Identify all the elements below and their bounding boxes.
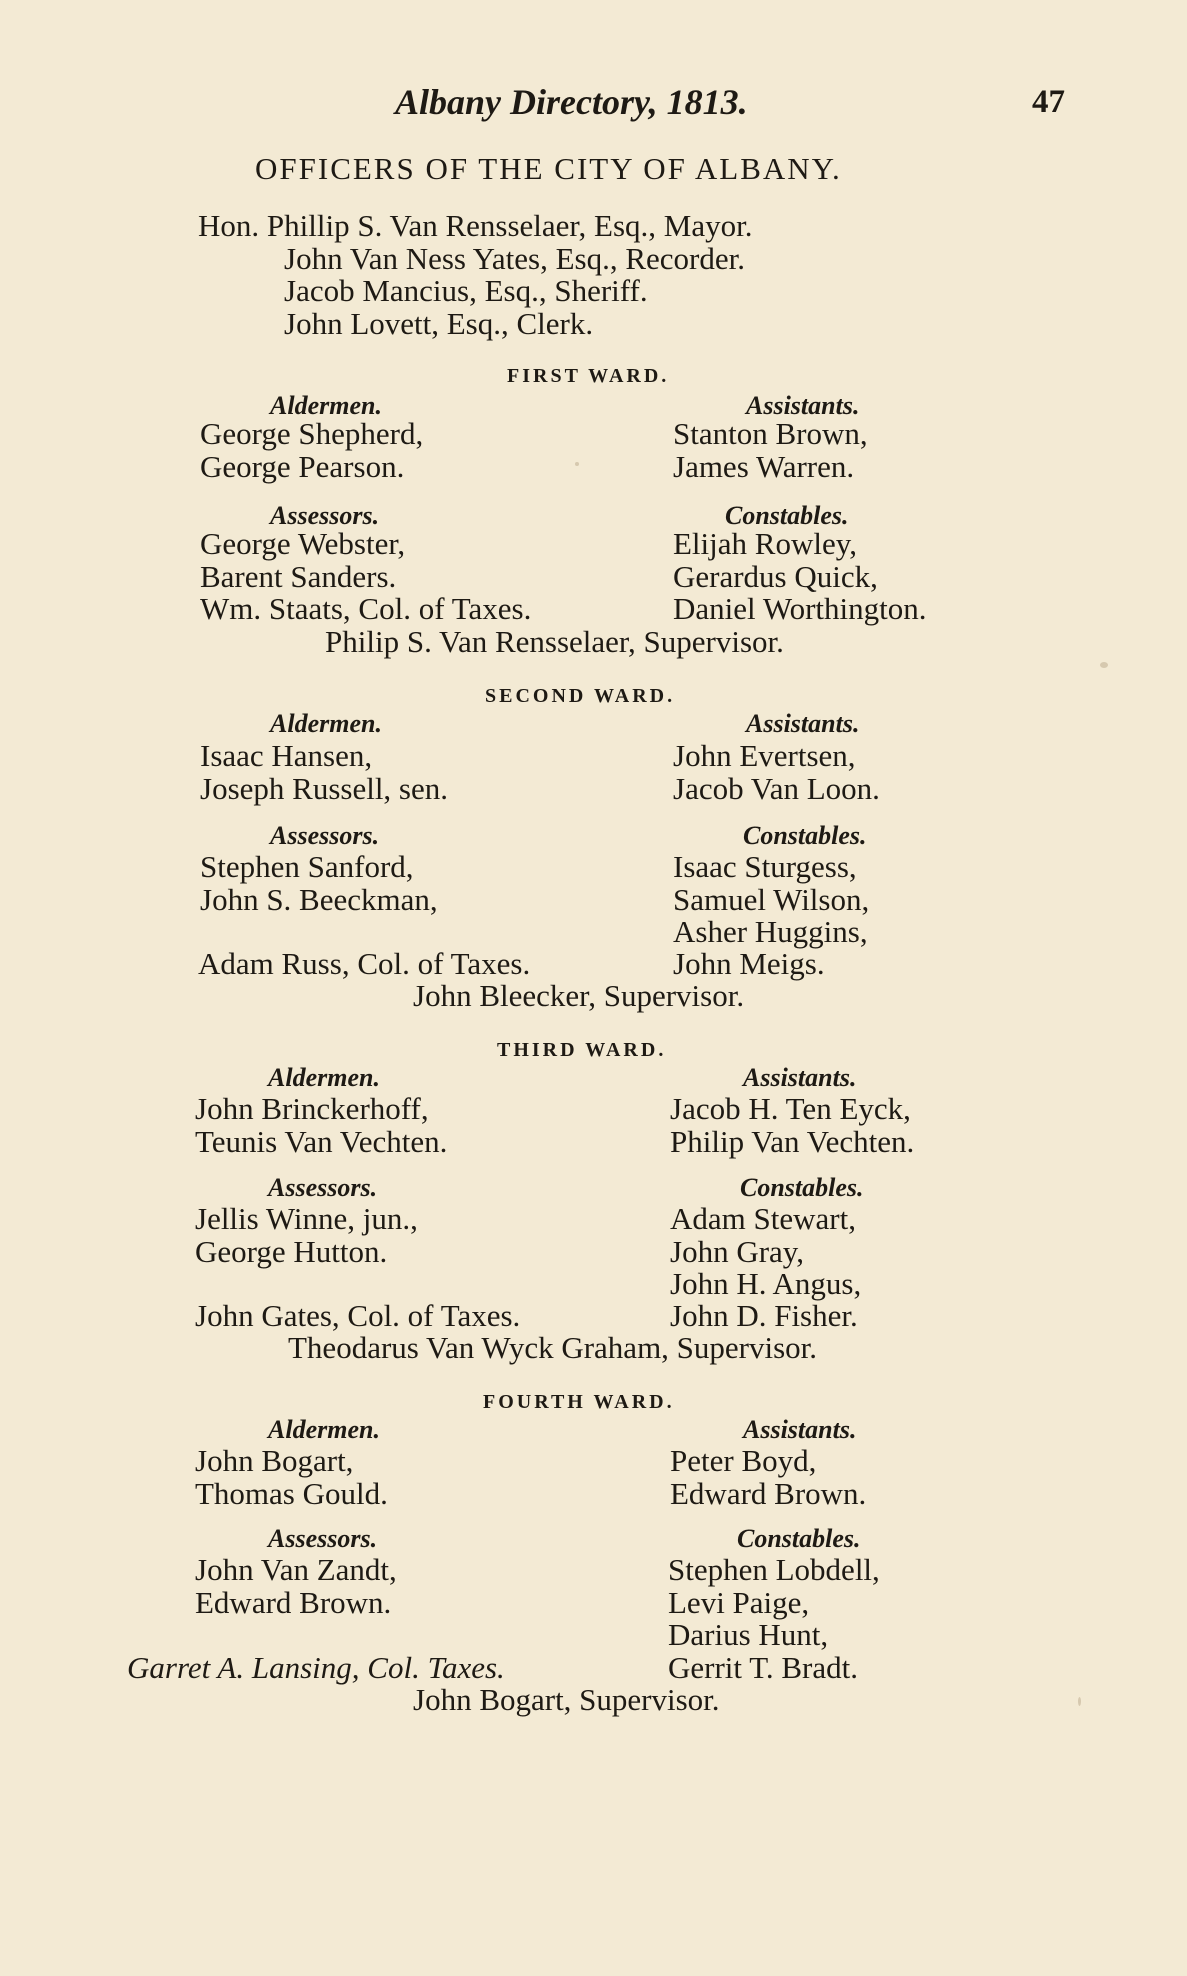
- third-ward-assessor: George Hutton.: [195, 1234, 388, 1269]
- officer-sheriff: Jacob Mancius, Esq., Sheriff.: [284, 273, 648, 308]
- second-ward-assessor: Stephen Sanford,: [200, 849, 414, 884]
- third-ward-constables-label: Constables.: [740, 1173, 864, 1202]
- second-ward-alderman: Joseph Russell, sen.: [200, 771, 448, 806]
- second-ward-constable: Asher Huggins,: [673, 914, 868, 949]
- fourth-ward-title: FOURTH WARD.: [483, 1391, 675, 1413]
- second-ward-assistant: John Evertsen,: [673, 738, 856, 773]
- third-ward-assessor: Jellis Winne, jun.,: [195, 1201, 418, 1236]
- second-ward-aldermen-label: Aldermen.: [270, 709, 382, 738]
- second-ward-constables-label: Constables.: [743, 821, 867, 850]
- second-ward-title: SECOND WARD.: [485, 685, 676, 707]
- second-ward-supervisor: John Bleecker, Supervisor.: [413, 978, 745, 1013]
- first-ward-assistants-label: Assistants.: [746, 391, 860, 420]
- first-ward-constable: Gerardus Quick,: [673, 559, 878, 594]
- first-ward-assistant: James Warren.: [673, 449, 855, 484]
- fourth-ward-constables-label: Constables.: [737, 1524, 861, 1553]
- second-ward-collector: Adam Russ, Col. of Taxes.: [198, 946, 531, 981]
- fourth-ward-assistant: Edward Brown.: [670, 1476, 867, 1511]
- first-ward-collector: Wm. Staats, Col. of Taxes.: [200, 591, 532, 626]
- second-ward-alderman: Isaac Hansen,: [200, 738, 373, 773]
- fourth-ward-supervisor: John Bogart, Supervisor.: [413, 1682, 720, 1717]
- fourth-ward-assistants-label: Assistants.: [743, 1415, 857, 1444]
- first-ward-constable: Daniel Worthington.: [673, 591, 927, 626]
- third-ward-assistant: Jacob H. Ten Eyck,: [670, 1091, 911, 1126]
- paper-speck: [575, 462, 579, 466]
- second-ward-assistant: Jacob Van Loon.: [673, 771, 880, 806]
- third-ward-constable: Adam Stewart,: [670, 1201, 856, 1236]
- third-ward-assistant: Philip Van Vechten.: [670, 1124, 915, 1159]
- first-ward-constables-label: Constables.: [725, 501, 849, 530]
- third-ward-alderman: Teunis Van Vechten.: [195, 1124, 448, 1159]
- first-ward-assistant: Stanton Brown,: [673, 416, 868, 451]
- first-ward-supervisor: Philip S. Van Rensselaer, Supervisor.: [325, 624, 784, 659]
- second-ward-assessor: John S. Beeckman,: [200, 882, 438, 917]
- paper-speck: [1078, 1697, 1081, 1706]
- fourth-ward-collector: Garret A. Lansing, Col. Taxes.: [127, 1650, 505, 1685]
- paper-speck: [1100, 662, 1108, 668]
- page-heading: OFFICERS OF THE CITY OF ALBANY.: [255, 151, 842, 186]
- second-ward-constable: John Meigs.: [673, 946, 825, 981]
- fourth-ward-assessors-label: Assessors.: [268, 1524, 378, 1553]
- first-ward-title: FIRST WARD.: [507, 365, 670, 387]
- third-ward-aldermen-label: Aldermen.: [268, 1063, 380, 1092]
- fourth-ward-aldermen-label: Aldermen.: [268, 1415, 380, 1444]
- first-ward-aldermen-label: Aldermen.: [270, 391, 382, 420]
- fourth-ward-assessor: John Van Zandt,: [195, 1552, 397, 1587]
- officer-mayor: Hon. Phillip S. Van Rensselaer, Esq., Mayor.: [198, 208, 753, 243]
- third-ward-collector: John Gates, Col. of Taxes.: [195, 1298, 521, 1333]
- first-ward-assessor: Barent Sanders.: [200, 559, 397, 594]
- third-ward-constable: John Gray,: [670, 1234, 805, 1269]
- officer-clerk: John Lovett, Esq., Clerk.: [284, 306, 594, 341]
- third-ward-assessors-label: Assessors.: [268, 1173, 378, 1202]
- third-ward-assistants-label: Assistants.: [743, 1063, 857, 1092]
- fourth-ward-constable: Levi Paige,: [668, 1585, 810, 1620]
- second-ward-assistants-label: Assistants.: [746, 709, 860, 738]
- fourth-ward-constable: Stephen Lobdell,: [668, 1552, 880, 1587]
- third-ward-alderman: John Brinckerhoff,: [195, 1091, 429, 1126]
- second-ward-constable: Isaac Sturgess,: [673, 849, 857, 884]
- third-ward-supervisor: Theodarus Van Wyck Graham, Supervisor.: [288, 1330, 818, 1365]
- second-ward-constable: Samuel Wilson,: [673, 882, 870, 917]
- third-ward-constable: John H. Angus,: [670, 1266, 862, 1301]
- fourth-ward-alderman: Thomas Gould.: [195, 1476, 388, 1511]
- first-ward-assessors-label: Assessors.: [270, 501, 380, 530]
- fourth-ward-alderman: John Bogart,: [195, 1443, 354, 1478]
- third-ward-title: THIRD WARD.: [497, 1039, 667, 1061]
- fourth-ward-assessor: Edward Brown.: [195, 1585, 392, 1620]
- third-ward-constable: John D. Fisher.: [670, 1298, 858, 1333]
- officer-recorder: John Van Ness Yates, Esq., Recorder.: [284, 241, 745, 276]
- first-ward-constable: Elijah Rowley,: [673, 526, 857, 561]
- fourth-ward-constable: Gerrit T. Bradt.: [668, 1650, 858, 1685]
- first-ward-alderman: George Pearson.: [200, 449, 405, 484]
- running-title: Albany Directory, 1813.: [395, 82, 748, 122]
- first-ward-assessor: George Webster,: [200, 526, 406, 561]
- fourth-ward-constable: Darius Hunt,: [668, 1617, 829, 1652]
- page-number: 47: [1032, 84, 1065, 120]
- fourth-ward-assistant: Peter Boyd,: [670, 1443, 817, 1478]
- second-ward-assessors-label: Assessors.: [270, 821, 380, 850]
- first-ward-alderman: George Shepherd,: [200, 416, 424, 451]
